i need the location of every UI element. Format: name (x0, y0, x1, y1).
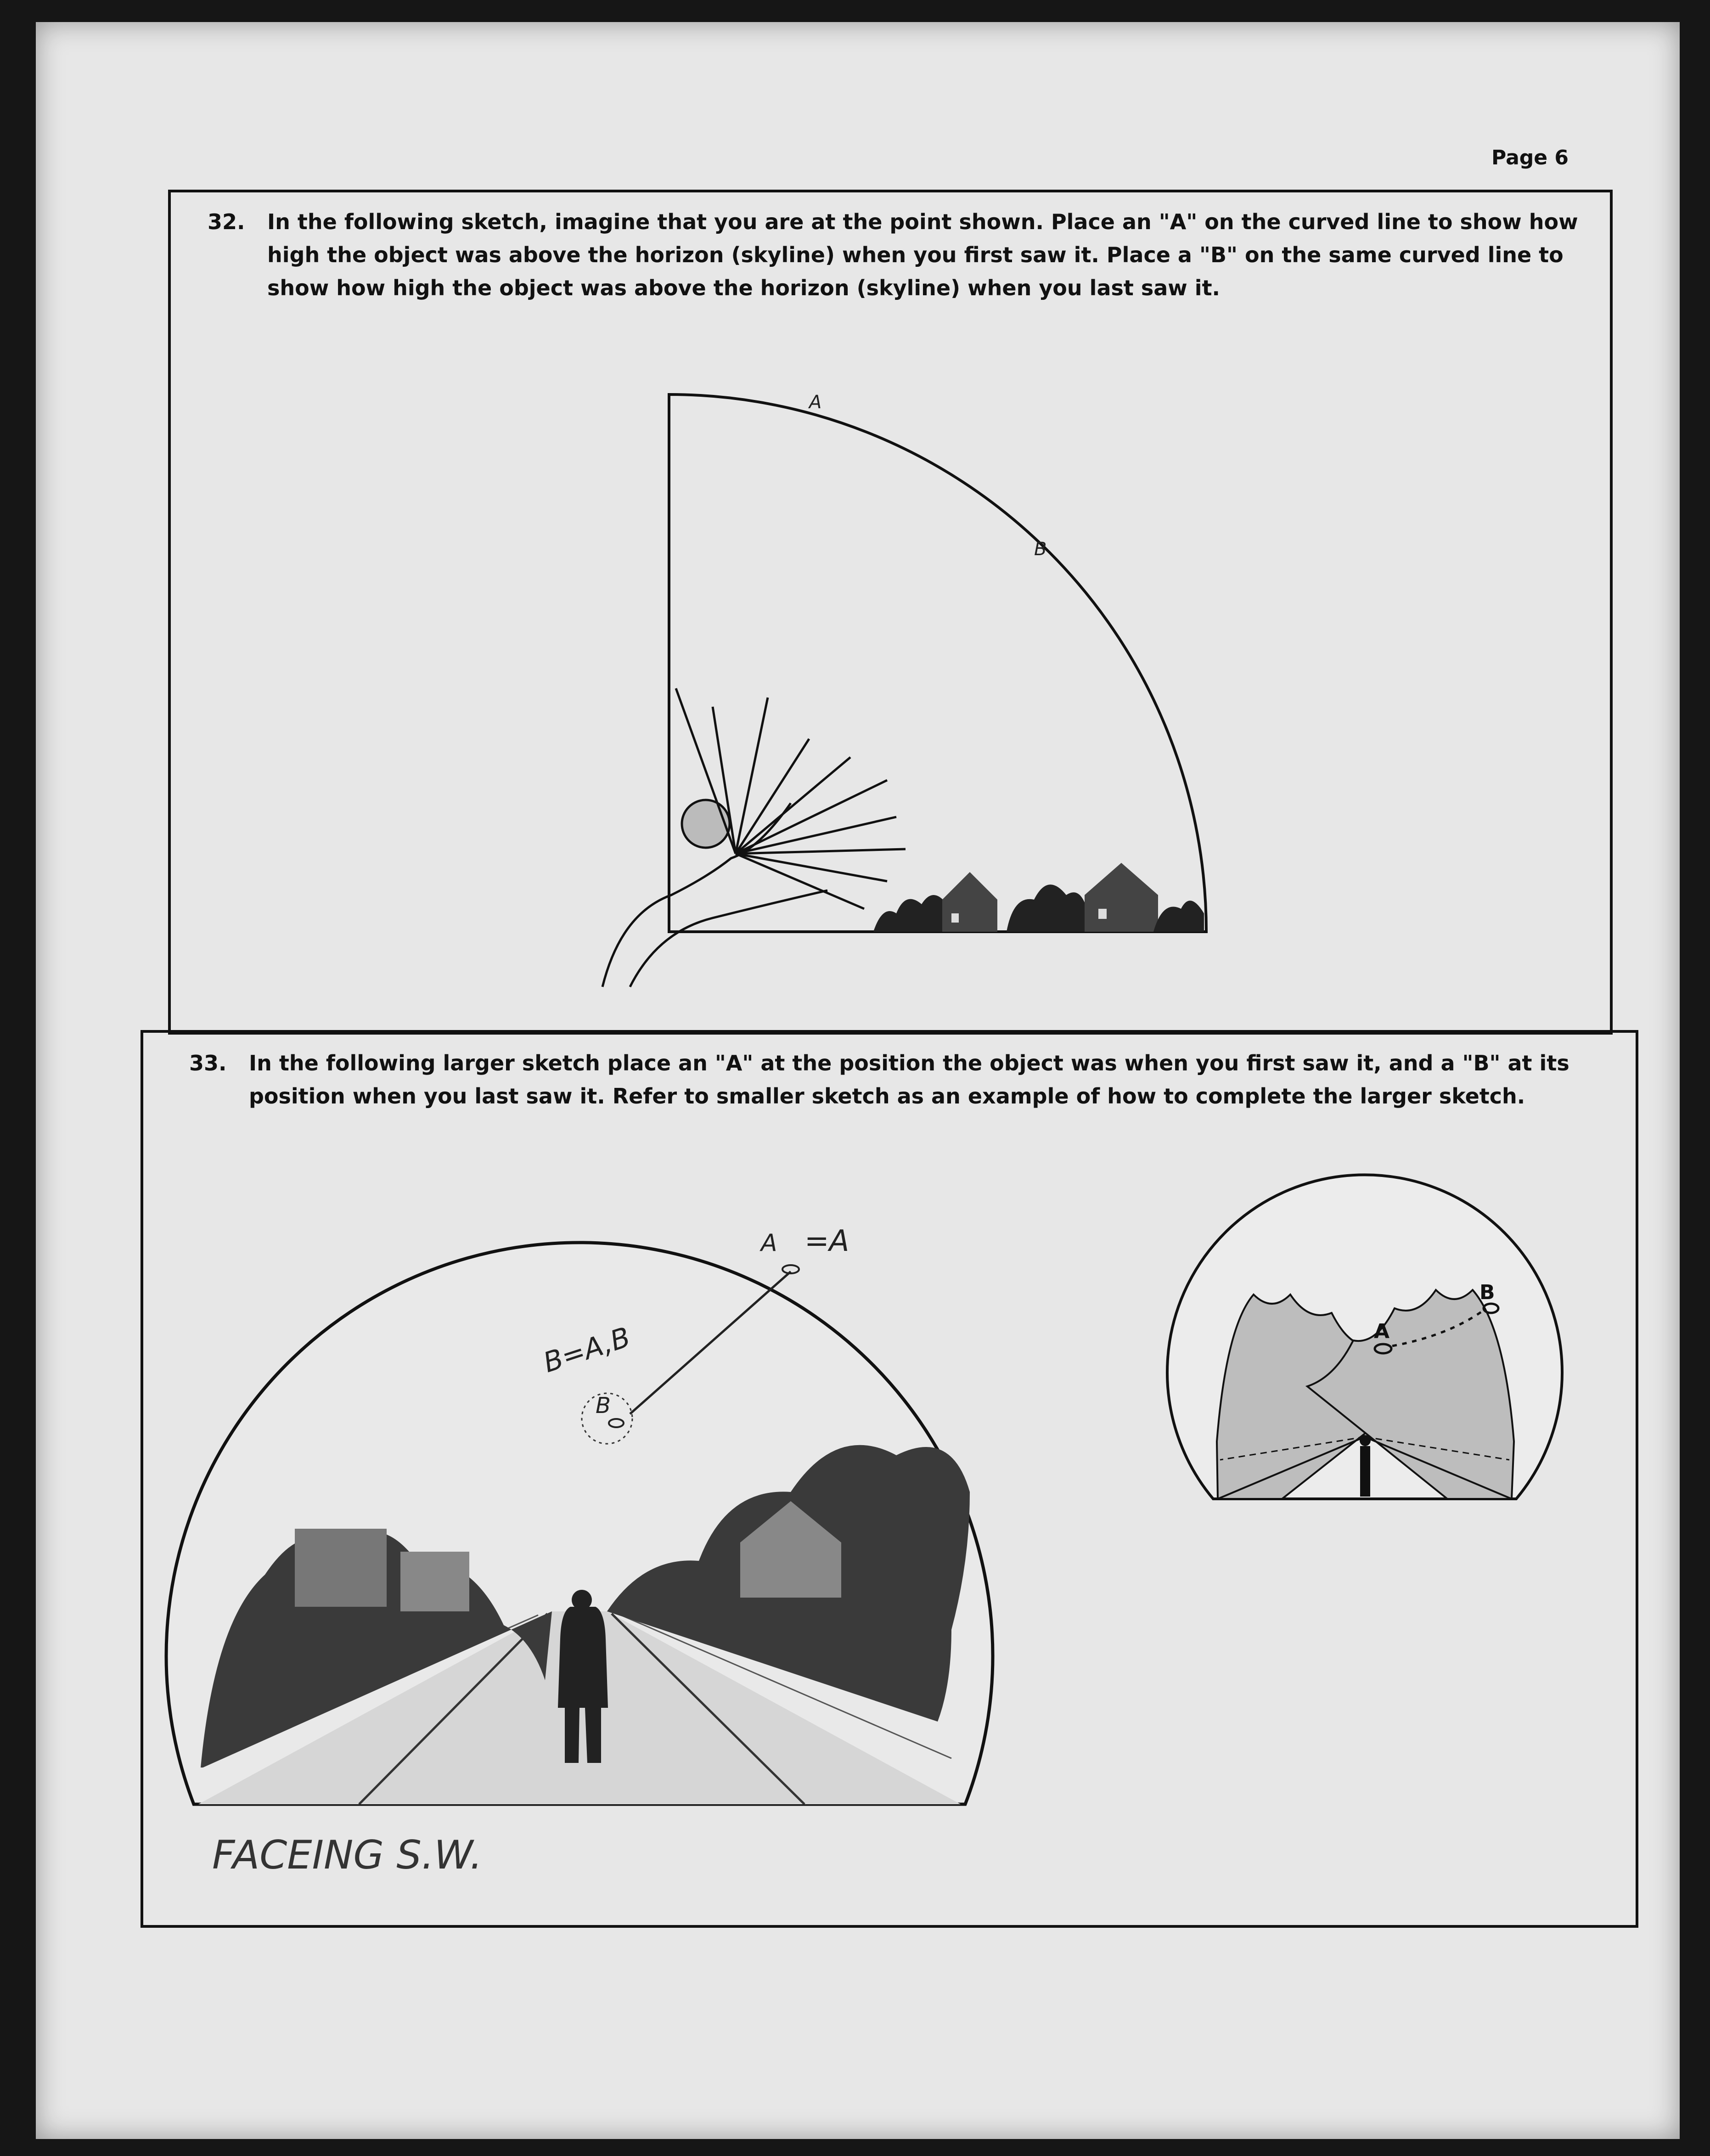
question-33-box (141, 1030, 1638, 1928)
question-33-line-2: position when you last saw it. Refer to smaller sketch as an example of how to complete the larger sketch. (249, 1084, 1525, 1109)
example-mark-a: A (1374, 1320, 1390, 1343)
page-number: Page 6 (1491, 146, 1569, 169)
large-note-b: B=A,B (540, 1321, 634, 1379)
question-32-number: 32. (208, 209, 245, 234)
facing-direction-note: FACEING S.W. (212, 1832, 483, 1878)
question-32-line-1: In the following sketch, imagine that you are at the point shown. Place an "A" on the curved line to show how (267, 209, 1578, 234)
question-32-box (168, 190, 1613, 1035)
small-example-dome (1167, 1175, 1562, 1499)
arc-mark-b: B (1034, 539, 1047, 560)
question-33-line-1: In the following larger sketch place an "A" at the position the object was when you first saw it, and a "B" at its (249, 1051, 1569, 1075)
large-mark-a: A (761, 1229, 777, 1257)
pointing-arms (676, 688, 906, 909)
person-figure (602, 800, 827, 987)
horizon-arc-sketch (171, 192, 1610, 1032)
large-note-a: =A (804, 1224, 849, 1258)
question-32-line-2: high the object was above the horizon (skyline) when you first saw it. Place a "B" on the same curved line to (267, 242, 1564, 267)
example-mark-b: B (1479, 1281, 1495, 1304)
skyline-illustration (873, 863, 1204, 932)
question-32-line-3: show how high the object was above the horizon (skyline) when you last saw it. (267, 276, 1221, 300)
arc-mark-a: A (809, 392, 822, 413)
large-dome-sketch (166, 1224, 993, 1804)
sky-dome-sketches (143, 1033, 1636, 1925)
questionnaire-page (36, 22, 1680, 2139)
question-33-number: 33. (189, 1051, 227, 1075)
large-mark-b: B (596, 1393, 611, 1419)
